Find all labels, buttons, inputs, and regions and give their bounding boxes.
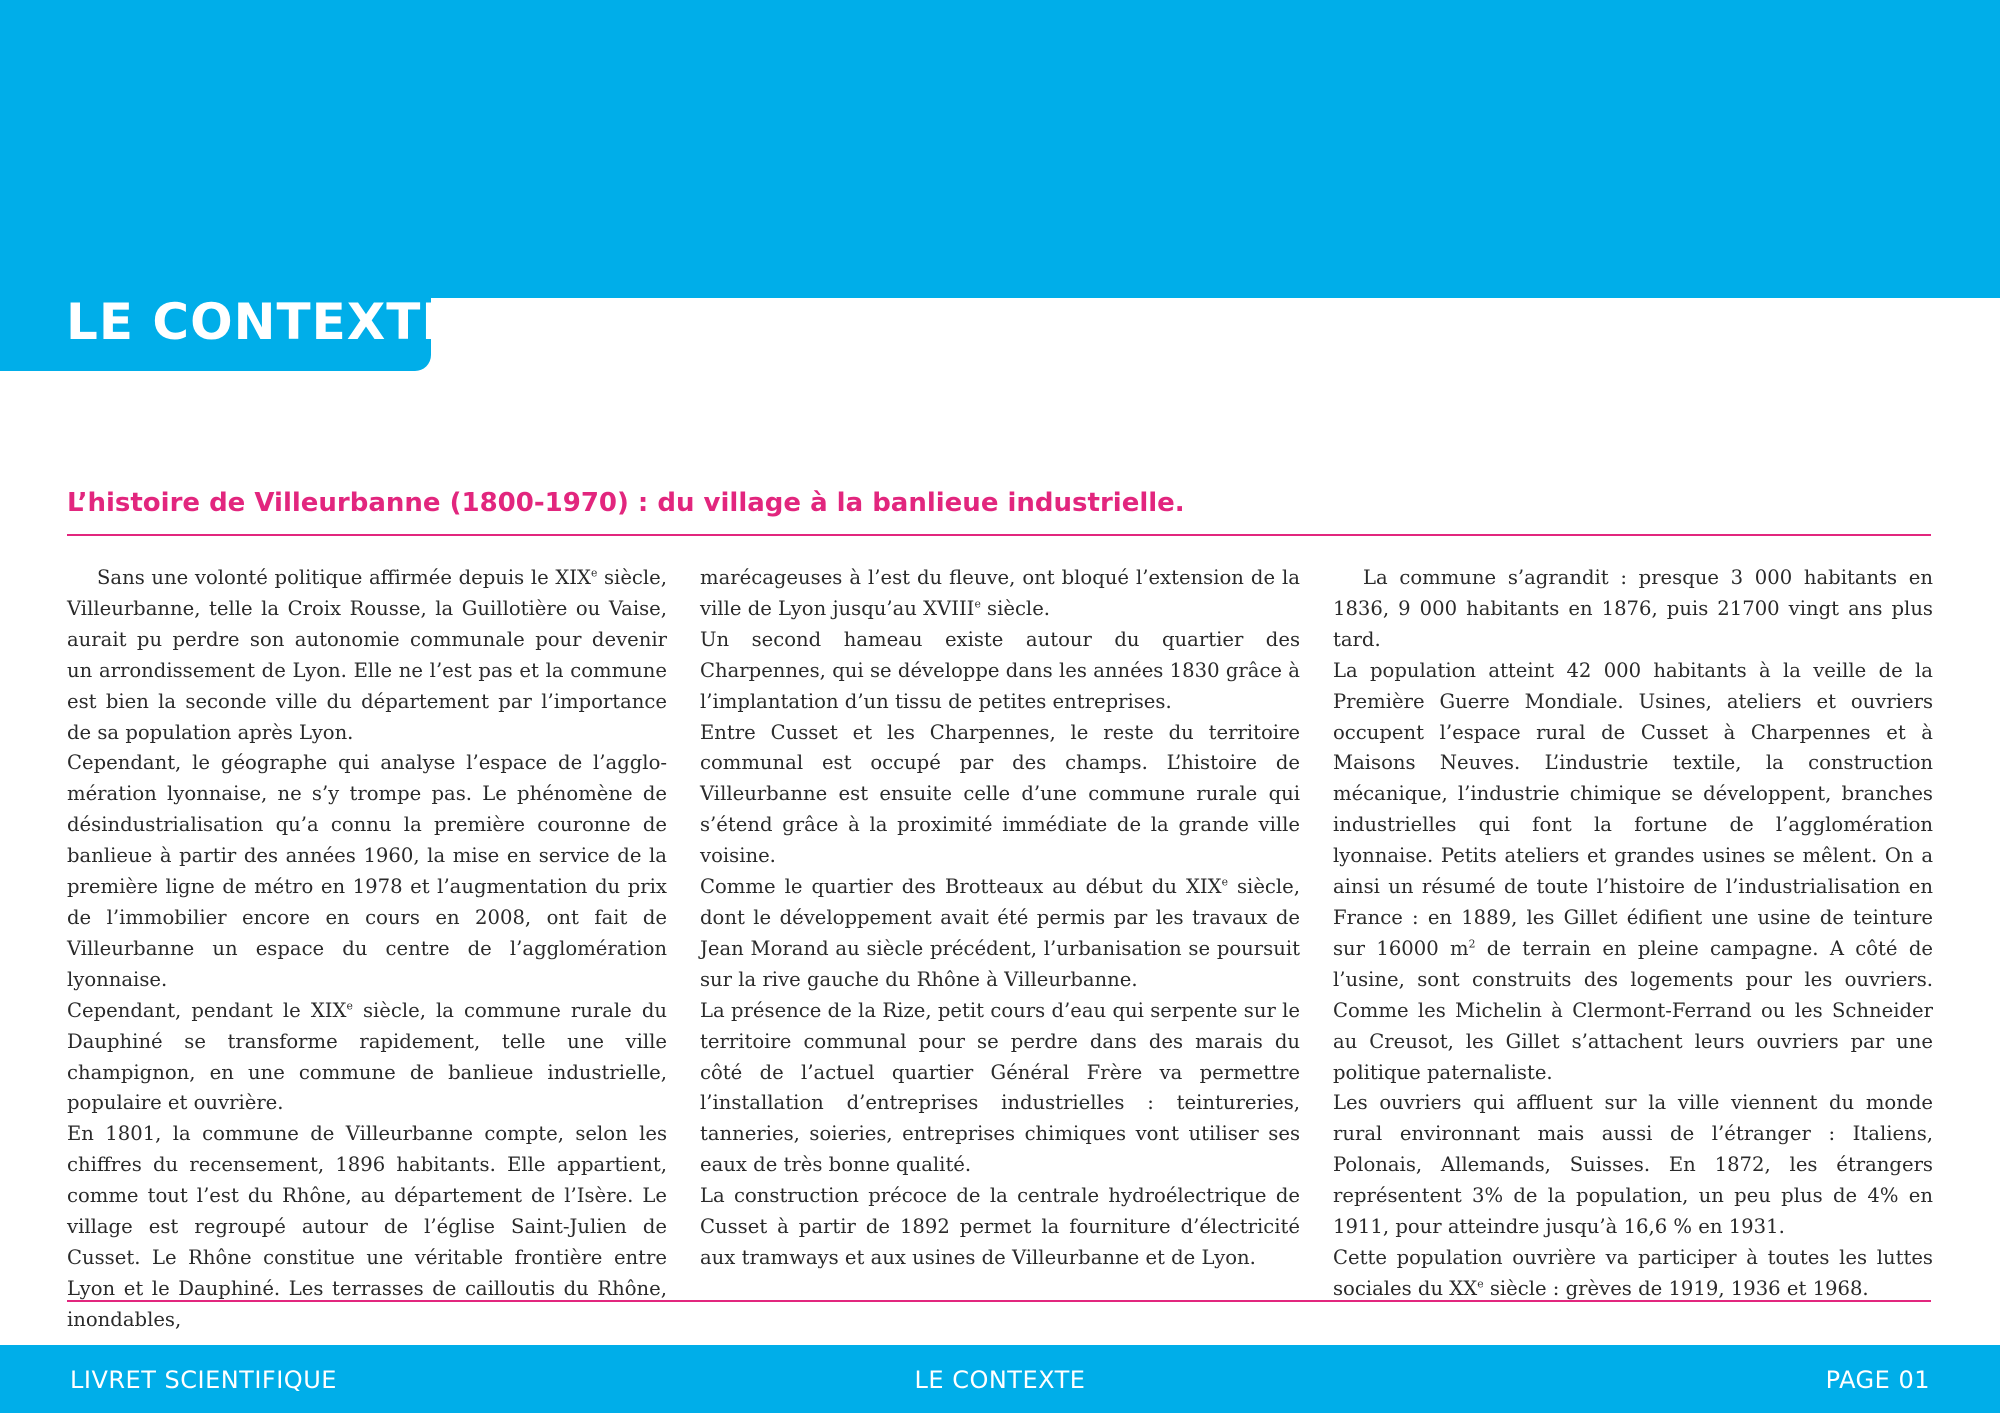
- text-column-3: [1333, 563, 1933, 1305]
- paragraph: Cependant, pendant le XIXe siècle, la commune rurale du Dauphiné se transforme rapidement, telle une ville champignon, en une commune de banlieue industrielle, populaire et ouvrière.: [67, 998, 667, 1115]
- paragraph: Sans une volonté politique affirmée depuis le XIXe siècle, Villeurbanne, telle la Croix Rousse, la Guillotière ou Vaise, aurait pu perdre son autonomie communale pour devenir un arrondissement de Lyon. Elle ne l’est pas et la commune est bien la seconde ville du département par l’importance de sa population après Lyon.: [67, 566, 667, 744]
- header-band: [0, 0, 2000, 298]
- text-column-1: [67, 563, 667, 1336]
- paragraph: Les ouvriers qui affluent sur la ville viennent du monde rural environnant mais aussi de l’étranger : Italiens, Polonais, Allemands, Suisses. En 1872, les étrangers représentent 3% de la population, un peu plus de 4% en 1911, pour atteindre jusqu’à 16,6 % en 1931.: [1333, 1091, 1933, 1239]
- paragraph: La présence de la Rize, petit cours d’eau qui serpente sur le territoire communal pour se perdre dans des marais du côté de l’actuel quartier Général Frère va permettre l’installation d’entreprises industrielles : teintureries, tanneries, soieries, entreprises chimiques vont utiliser ses eaux de très bonne qualité.: [700, 998, 1300, 1177]
- title-divider: [67, 534, 1931, 536]
- paragraph: Un second hameau existe autour du quartier des Charpennes, qui se développe dans les années 1830 grâce à l’implantation d’un tissu de petites entreprises.: [700, 627, 1300, 713]
- paragraph: marécageuses à l’est du fleuve, ont bloqué l’extension de la ville de Lyon jusqu’au XVIIIe siècle.: [700, 566, 1300, 620]
- section-title: LE CONTEXTE: [66, 293, 457, 351]
- paragraph: Cependant, le géographe qui analyse l’espace de l’agglomération lyonnaise, ne s’y trompe pas. Le phénomène de désindustrialisation qu’a connu la première couronne de banlieue à partir des années 1960, la mise en service de la première ligne de métro en 1978 et l’augmentation du prix de l’immobilier encore en cours en 2008, ont fait de Villeurbanne un espace du centre de l’agglomération lyonnaise.: [67, 751, 667, 991]
- footer-booklet-title: LIVRET SCIENTIFIQUE: [70, 1366, 337, 1394]
- bottom-divider: [67, 1300, 1931, 1302]
- footer-page-number: PAGE 01: [1825, 1366, 1930, 1394]
- paragraph: La commune s’agrandit : presque 3 000 habitants en 1836, 9 000 habitants en 1876, puis 21700 vingt ans plus tard.: [1333, 566, 1933, 651]
- paragraph: La construction précoce de la centrale hydroélectrique de Cusset à partir de 1892 permet la fourniture d’électricité aux tramways et aux usines de Villeurbanne et de Lyon.: [700, 1184, 1300, 1269]
- paragraph: Entre Cusset et les Charpennes, le reste du territoire communal est occupé par des champs. L’histoire de Villeurbanne est ensuite celle d’une commune rurale qui s’étend grâce à la proximité immédiate de la grande ville voisine.: [700, 720, 1300, 868]
- article-title: L’histoire de Villeurbanne (1800-1970) : du village à la banlieue industrielle.: [67, 488, 1185, 518]
- paragraph: Comme le quartier des Brotteaux au début du XIXe siècle, dont le développement avait été permis par les travaux de Jean Morand au siècle précédent, l’urbanisation se poursuit sur la rive gauche du Rhône à Villeurbanne.: [700, 875, 1300, 991]
- footer-section-name: LE CONTEXTE: [914, 1366, 1086, 1394]
- text-column-2: [700, 563, 1300, 1274]
- paragraph: La population atteint 42 000 habitants à la veille de la Première Guerre Mondiale. Usines, ateliers et ouvriers occupent l’espace rural de Cusset à Charpennes et à Maisons Neuves. L’industrie textile, la construction mécanique, l’industrie chimique se développent, branches industrielles qui font la fortune de l’agglomération lyonnaise. Petits ateliers et grandes usines se mêlent. On a ainsi un résumé de toute l’histoire de l’industrialisation en France : en 1889, les Gillet édifient une usine de teinture sur 16000 $m^2$ de terrain en pleine campagne. A côté de l’usine, sont construits des logements pour les ouvriers. Comme les Michelin à Clermont-Ferrand ou les Schneider au Creusot, les Gillet s’attachent leurs ouvriers par une politique paternaliste.: [1333, 658, 1933, 1084]
- paragraph: Cette population ouvrière va participer à toutes les luttes sociales du XXe siècle : grèves de 1919, 1936 et 1968.: [1333, 1245, 1933, 1300]
- paragraph: En 1801, la commune de Villeurbanne compte, selon les chiffres du recensement, 1896 habitants. Elle appartient, comme tout l’est du Rhône, au département de l’Isère. Le village est regroupé autour de l’église Saint-Julien de Cusset. Le Rhône constitue une véritable frontière entre Lyon et le Dauphiné. Les terrasses de cailloutis du Rhône, inondables,: [67, 1122, 667, 1331]
